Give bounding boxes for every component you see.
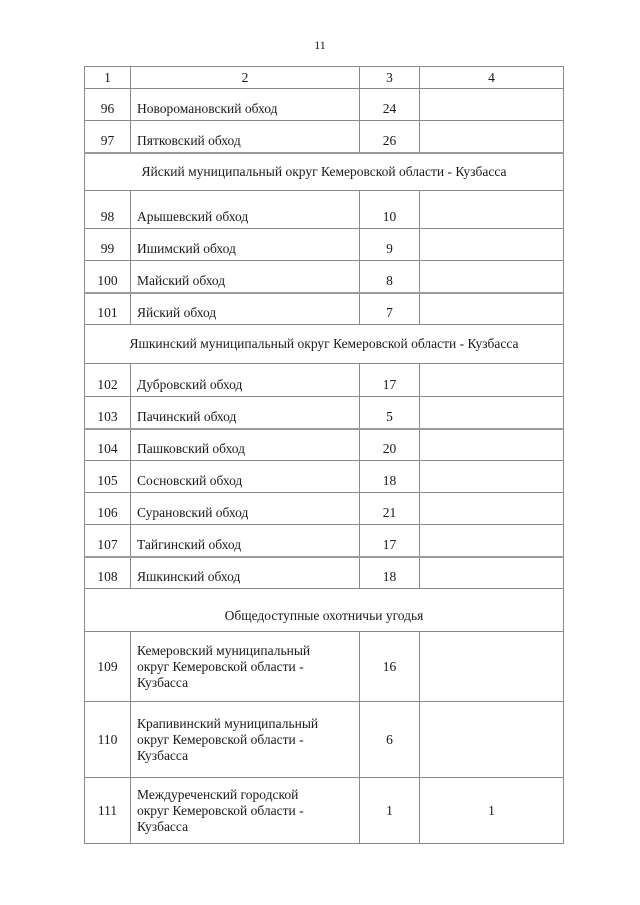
table-row — [85, 461, 564, 493]
ground-quantity: 21 — [360, 493, 420, 525]
row-number: 102 — [85, 364, 131, 397]
ground-extra — [420, 525, 564, 557]
ground-name: Сосновский обход — [131, 461, 360, 493]
ground-extra — [420, 461, 564, 493]
ground-name: Пачинский обход — [131, 397, 360, 429]
ground-name — [131, 778, 360, 844]
table-row — [85, 493, 564, 525]
section-row — [85, 153, 564, 191]
table-row — [85, 121, 564, 153]
table-row — [85, 191, 564, 229]
ground-extra — [420, 229, 564, 261]
ground-name: Новоромановский обход — [131, 89, 360, 121]
table-row — [85, 632, 564, 702]
column-header-1: 1 — [85, 67, 131, 89]
ground-name-line: Крапивинский муниципальный — [137, 715, 319, 731]
ground-extra — [420, 89, 564, 121]
ground-quantity: 8 — [360, 261, 420, 293]
ground-name: Яшкинский обход — [131, 557, 360, 589]
ground-name-line: округ Кемеровской области - — [137, 658, 304, 674]
column-header-3: 3 — [360, 67, 420, 89]
ground-extra — [420, 493, 564, 525]
section-title-yashkino: Яшкинский муниципальный округ Кемеровской области - Кузбасса — [85, 325, 564, 364]
row-number: 111 — [85, 778, 131, 844]
table-row — [85, 89, 564, 121]
ground-quantity: 9 — [360, 229, 420, 261]
table-row — [85, 261, 564, 293]
row-number: 98 — [85, 191, 131, 229]
table-row — [85, 429, 564, 461]
ground-name: Яйский обход — [131, 293, 360, 325]
row-number: 110 — [85, 702, 131, 778]
row-number: 97 — [85, 121, 131, 153]
ground-extra — [420, 557, 564, 589]
row-number: 103 — [85, 397, 131, 429]
table-header-row — [85, 67, 564, 89]
ground-quantity: 10 — [360, 191, 420, 229]
ground-name: Арышевский обход — [131, 191, 360, 229]
row-number: 100 — [85, 261, 131, 293]
ground-name: Пашковский обход — [131, 429, 360, 461]
ground-extra — [420, 397, 564, 429]
ground-name: Сурановский обход — [131, 493, 360, 525]
ground-name: Пятковский обход — [131, 121, 360, 153]
ground-quantity: 18 — [360, 461, 420, 493]
ground-extra — [420, 364, 564, 397]
ground-name: Ишимский обход — [131, 229, 360, 261]
page-number: 11 — [314, 38, 326, 52]
row-number: 109 — [85, 632, 131, 702]
ground-extra — [420, 191, 564, 229]
ground-extra — [420, 429, 564, 461]
ground-extra — [420, 702, 564, 778]
table-row — [85, 702, 564, 778]
ground-name — [131, 632, 360, 702]
column-header-2: 2 — [131, 67, 360, 89]
section-title-yaya: Яйский муниципальный округ Кемеровской области - Кузбасса — [85, 153, 564, 191]
table-row — [85, 525, 564, 557]
ground-name: Дубровский обход — [131, 364, 360, 397]
ground-name-line: округ Кемеровской области - — [137, 731, 304, 747]
ground-quantity: 1 — [360, 778, 420, 844]
ground-extra — [420, 121, 564, 153]
row-number: 106 — [85, 493, 131, 525]
ground-name-line: Кузбасса — [137, 674, 189, 690]
row-number: 108 — [85, 557, 131, 589]
row-number: 104 — [85, 429, 131, 461]
table-row — [85, 229, 564, 261]
ground-quantity: 18 — [360, 557, 420, 589]
column-header-4: 4 — [420, 67, 564, 89]
row-number: 105 — [85, 461, 131, 493]
table-row — [85, 557, 564, 589]
ground-extra — [420, 261, 564, 293]
row-number: 101 — [85, 293, 131, 325]
ground-quantity: 20 — [360, 429, 420, 461]
ground-quantity: 26 — [360, 121, 420, 153]
section-row — [85, 325, 564, 364]
ground-quantity: 6 — [360, 702, 420, 778]
ground-name-line: Междуреченский городской — [137, 786, 299, 802]
ground-name: Тайгинский обход — [131, 525, 360, 557]
ground-quantity: 7 — [360, 293, 420, 325]
ground-quantity: 24 — [360, 89, 420, 121]
ground-extra — [420, 293, 564, 325]
table-row — [85, 397, 564, 429]
ground-quantity: 17 — [360, 525, 420, 557]
ground-name-line: округ Кемеровской области - — [137, 802, 304, 818]
table-row — [85, 293, 564, 325]
row-number: 96 — [85, 89, 131, 121]
ground-quantity: 16 — [360, 632, 420, 702]
ground-extra: 1 — [420, 778, 564, 844]
ground-quantity: 5 — [360, 397, 420, 429]
ground-name-line: Кузбасса — [137, 818, 189, 834]
section-row — [85, 589, 564, 632]
hunting-grounds-table — [84, 66, 564, 844]
table-row — [85, 778, 564, 844]
ground-extra — [420, 632, 564, 702]
ground-name — [131, 702, 360, 778]
section-title-public: Общедоступные охотничьи угодья — [85, 589, 564, 632]
ground-name: Майский обход — [131, 261, 360, 293]
row-number: 99 — [85, 229, 131, 261]
ground-quantity: 17 — [360, 364, 420, 397]
row-number: 107 — [85, 525, 131, 557]
table-row — [85, 364, 564, 397]
ground-name-line: Кемеровский муниципальный — [137, 642, 311, 658]
ground-name-line: Кузбасса — [137, 747, 189, 763]
